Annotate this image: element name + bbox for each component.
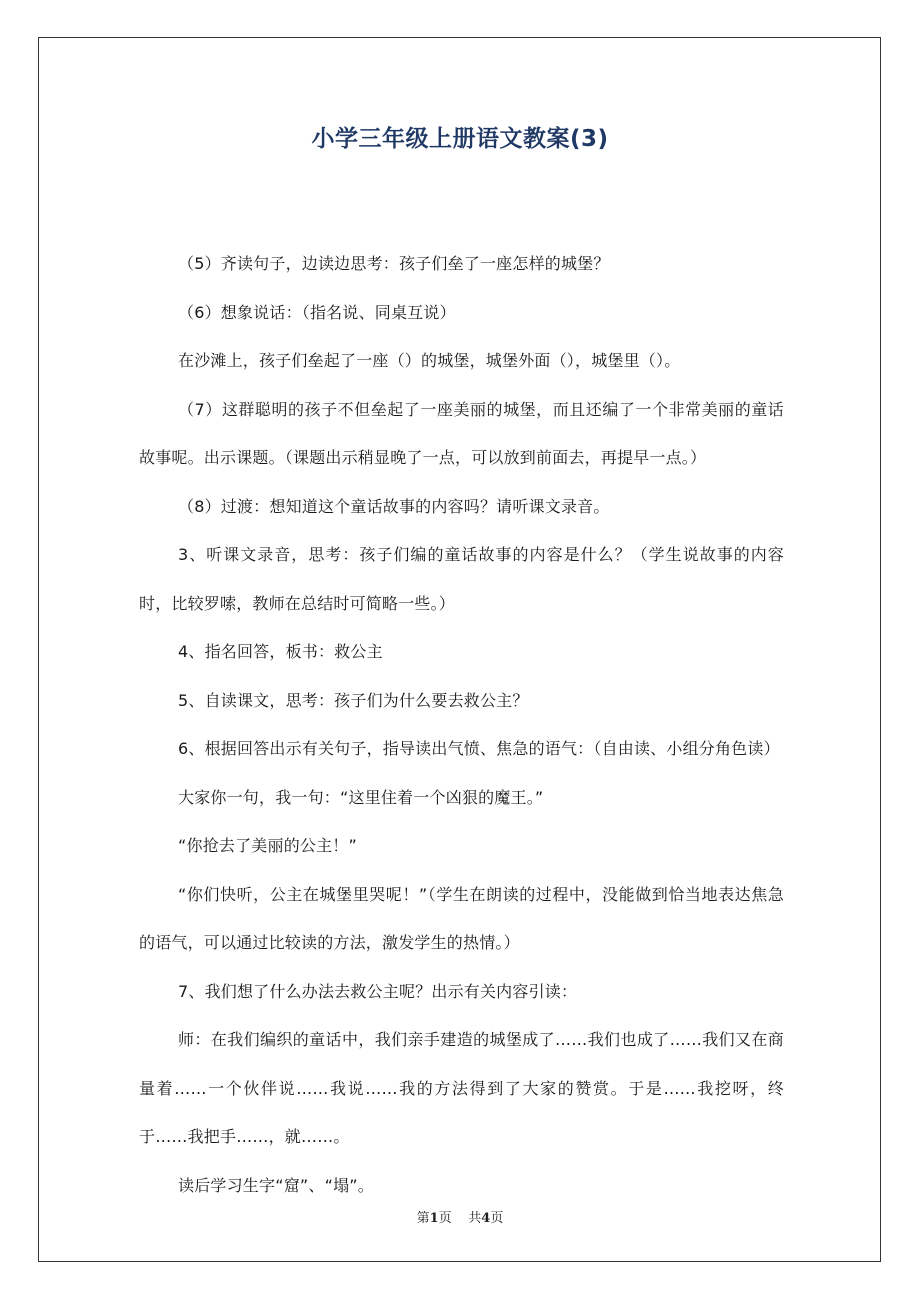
page-suffix: 页 bbox=[438, 1211, 452, 1226]
total-prefix: 共 bbox=[468, 1211, 482, 1226]
total-suffix: 页 bbox=[490, 1211, 504, 1226]
document-title: 小学三年级上册语文教案(3) bbox=[311, 126, 609, 152]
paragraph: 读后学习生字“窟”、“塌”。 bbox=[178, 1175, 374, 1195]
paragraph: （7）这群聪明的孩子不但垒起了一座美丽的城堡，而且还编了一个非常美丽的童话故事呢。出示课题。（课题出示稍显晚了一点，可以放到前面去，再提早一点。） bbox=[139, 399, 784, 467]
paragraph: 3、听课文录音，思考：孩子们编的童话故事的内容是什么？（学生说故事的内容时，比较罗嗦，教师在总结时可简略一些。） bbox=[139, 545, 784, 613]
paragraph: 4、指名回答，板书：救公主 bbox=[178, 642, 383, 661]
paragraph: 大家你一句，我一句：“这里住着一个凶狠的魔王。” bbox=[178, 787, 544, 807]
paragraph: 师：在我们编织的童话中，我们亲手建造的城堡成了……我们也成了……我们又在商量着……一个伙伴说……我说……我的方法得到了大家的赞赏。于是……我挖呀，终于……我把手……，就……。 bbox=[139, 1030, 784, 1146]
paragraph: 6、根据回答出示有关句子，指导读出气愤、焦急的语气：（自由读、小组分角色读） bbox=[178, 739, 780, 758]
page-prefix: 第 bbox=[416, 1211, 430, 1226]
paragraph: 7、我们想了什么办法去救公主呢？出示有关内容引读： bbox=[178, 981, 578, 1001]
paragraph: 在沙滩上，孩子们垒起了一座（）的城堡，城堡外面（），城堡里（）。 bbox=[178, 351, 681, 370]
paragraph: （6）想象说话：（指名说、同桌互说） bbox=[178, 302, 456, 322]
paragraph: “你抢去了美丽的公主！” bbox=[178, 836, 357, 855]
paragraph: （5）齐读句子，边读边思考：孩子们垒了一座怎样的城堡？ bbox=[178, 254, 610, 273]
page-number-total: 4 bbox=[481, 1211, 491, 1226]
page-number-current: 1 bbox=[429, 1211, 439, 1226]
document-body bbox=[139, 240, 784, 1210]
paragraph: 5、自读课文，思考：孩子们为什么要去救公主？ bbox=[178, 690, 529, 710]
paragraph: “你们快听，公主在城堡里哭呢！”（学生在朗读的过程中，没能做到恰当地表达焦急的语气，可以通过比较读的方法，激发学生的热情。） bbox=[139, 884, 784, 952]
page-footer bbox=[0, 1207, 920, 1226]
paragraph: （8）过渡：想知道这个童话故事的内容吗？请听课文录音。 bbox=[178, 496, 610, 516]
